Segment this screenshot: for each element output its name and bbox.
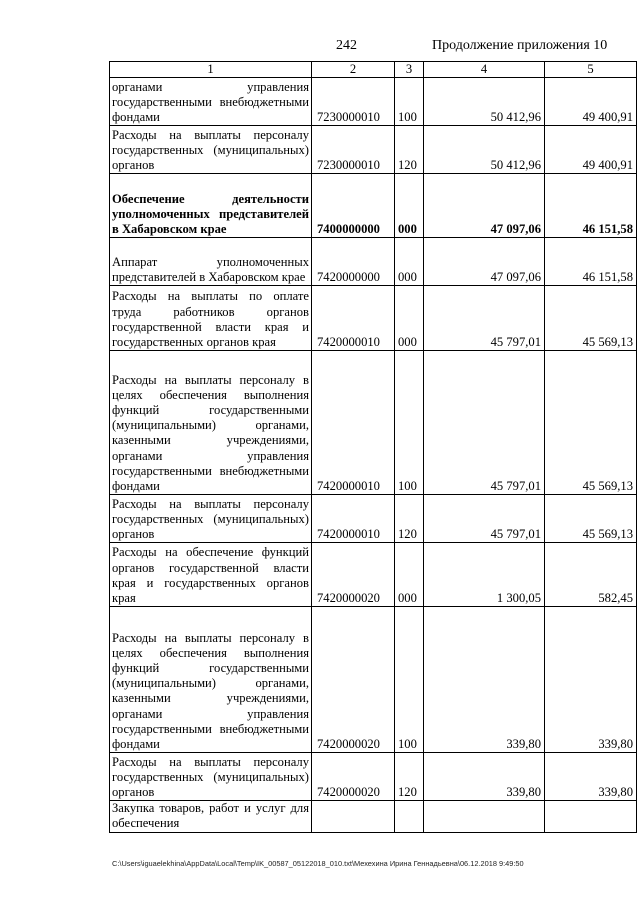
row-code-cell: 7230000010 <box>312 78 395 126</box>
row-name-cell: Обеспечение деятельности уполномоченных представителей в Хабаровском крае <box>110 174 312 238</box>
continuation-label: Продолжение приложения 10 <box>432 38 608 53</box>
table-row <box>110 607 637 753</box>
row-code-cell: 7420000010 <box>312 286 395 351</box>
table-row <box>110 801 637 833</box>
row-code-cell: 7420000000 <box>312 238 395 286</box>
row-value-2020-cell: 45 569,13 <box>545 495 637 543</box>
row-value-2020-cell: 49 400,91 <box>545 126 637 174</box>
row-value-2019-cell: 45 797,01 <box>424 495 545 543</box>
row-name-cell: Расходы на выплаты по оплате труда работников органов государственной власти края и государственных органов края <box>110 286 312 351</box>
row-name-cell: Расходы на выплаты персоналу в целях обеспечения выполнения функций государственными (муниципальными) органами, казенными учреждениями, органами управления государственными внебюджетными фондами <box>110 351 312 495</box>
column-header: 1 <box>110 62 312 78</box>
row-expense-type-cell <box>395 801 424 833</box>
table-row <box>110 543 637 607</box>
row-value-2019-cell: 50 412,96 <box>424 126 545 174</box>
row-value-2020-cell <box>545 801 637 833</box>
column-header: 5 <box>545 62 637 78</box>
budget-table <box>109 61 637 833</box>
row-name-cell: Расходы на выплаты персоналу государственных (муниципальных) органов <box>110 753 312 801</box>
row-name-cell: Расходы на обеспечение функций органов государственной власти края и государственных органов края <box>110 543 312 607</box>
row-code-cell: 7420000020 <box>312 543 395 607</box>
row-expense-type-cell: 100 <box>395 351 424 495</box>
row-expense-type-cell: 000 <box>395 174 424 238</box>
table-row <box>110 286 637 351</box>
row-expense-type-cell: 000 <box>395 543 424 607</box>
row-name-cell: Расходы на выплаты персоналу в целях обеспечения выполнения функций государственными (муниципальными) органами, казенными учреждениями, органами управления государственными внебюджетными фондами <box>110 607 312 753</box>
table-row <box>110 753 637 801</box>
row-code-cell: 7400000000 <box>312 174 395 238</box>
column-header: 4 <box>424 62 545 78</box>
table-row <box>110 238 637 286</box>
row-value-2019-cell: 50 412,96 <box>424 78 545 126</box>
table-row <box>110 495 637 543</box>
column-header: 3 <box>395 62 424 78</box>
row-expense-type-cell: 120 <box>395 495 424 543</box>
row-value-2020-cell: 582,45 <box>545 543 637 607</box>
table-row <box>110 351 637 495</box>
row-name-cell: Закупка товаров, работ и услуг для обеспечения <box>110 801 312 833</box>
row-value-2019-cell: 47 097,06 <box>424 174 545 238</box>
row-code-cell: 7420000010 <box>312 351 395 495</box>
row-value-2020-cell: 46 151,58 <box>545 174 637 238</box>
column-header: 2 <box>312 62 395 78</box>
row-code-cell: 7230000010 <box>312 126 395 174</box>
row-expense-type-cell: 000 <box>395 286 424 351</box>
row-value-2019-cell: 47 097,06 <box>424 238 545 286</box>
row-name-cell: Аппарат уполномоченных представителей в Хабаровском крае <box>110 238 312 286</box>
row-name-cell: органами управления государственными внебюджетными фондами <box>110 78 312 126</box>
row-value-2020-cell: 339,80 <box>545 607 637 753</box>
row-code-cell <box>312 801 395 833</box>
row-expense-type-cell: 120 <box>395 126 424 174</box>
table-row <box>110 126 637 174</box>
row-value-2020-cell: 46 151,58 <box>545 238 637 286</box>
row-code-cell: 7420000020 <box>312 607 395 753</box>
table-row <box>110 78 637 126</box>
table-row <box>110 174 637 238</box>
row-expense-type-cell: 000 <box>395 238 424 286</box>
file-path-footer: C:\Users\iguaelekhina\AppData\Local\Temp\IK_00587_05122018_010.txt\Мехехина Ирина Геннадьевна\06.12.2018 9:49:50 <box>112 859 524 868</box>
row-name-cell: Расходы на выплаты персоналу государственных (муниципальных) органов <box>110 495 312 543</box>
row-expense-type-cell: 100 <box>395 607 424 753</box>
row-value-2020-cell: 339,80 <box>545 753 637 801</box>
row-value-2019-cell: 339,80 <box>424 607 545 753</box>
row-expense-type-cell: 120 <box>395 753 424 801</box>
row-value-2020-cell: 45 569,13 <box>545 351 637 495</box>
row-name-cell: Расходы на выплаты персоналу государственных (муниципальных) органов <box>110 126 312 174</box>
row-expense-type-cell: 100 <box>395 78 424 126</box>
row-value-2020-cell: 49 400,91 <box>545 78 637 126</box>
row-value-2019-cell: 45 797,01 <box>424 351 545 495</box>
row-value-2019-cell: 339,80 <box>424 753 545 801</box>
row-code-cell: 7420000010 <box>312 495 395 543</box>
row-value-2019-cell: 45 797,01 <box>424 286 545 351</box>
row-code-cell: 7420000020 <box>312 753 395 801</box>
row-value-2019-cell <box>424 801 545 833</box>
table-header-row <box>110 62 637 78</box>
page-number: 242 <box>336 38 357 53</box>
row-value-2019-cell: 1 300,05 <box>424 543 545 607</box>
row-value-2020-cell: 45 569,13 <box>545 286 637 351</box>
